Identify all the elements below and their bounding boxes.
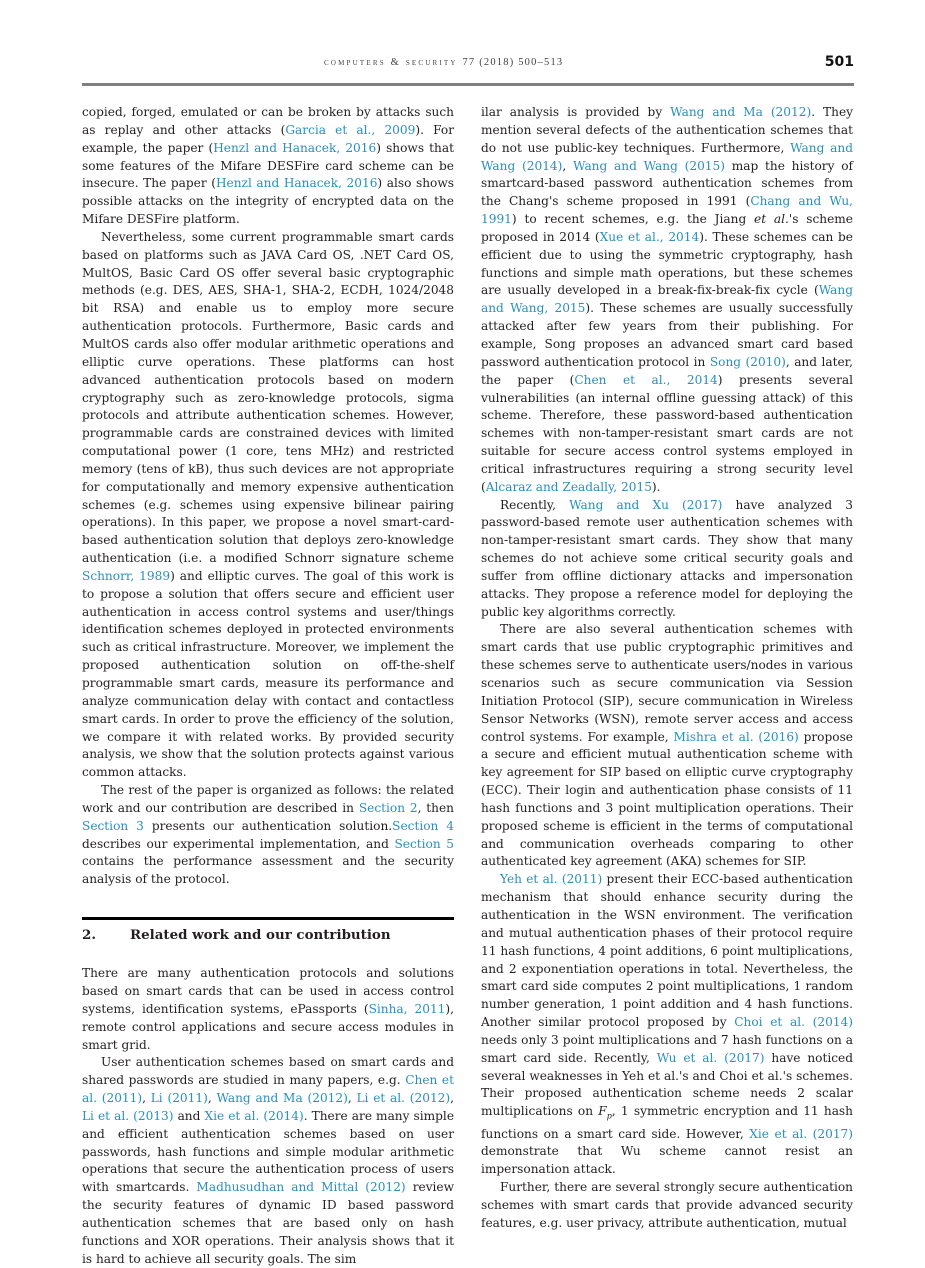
- right-column: [481, 104, 853, 1233]
- text: . They mention several defects of the authentication schemes that do not use public-key techniques. Furthermore,: [481, 105, 853, 155]
- text: propose a secure and efficient mutual authentication scheme with key agreement for SIP based on elliptic curve cryptography (ECC). Their login and authentication phase consists of 11 hash functions and 3 point multiplication operations. Their proposed scheme is efficient in the terms of computational and communication overheads comparing to other authenticated key agreement (AKA) schemes for SIP.: [481, 729, 853, 869]
- section-number: 2.: [82, 927, 96, 944]
- citation-link[interactable]: Chen et al., 2014: [574, 372, 718, 387]
- text: ). These schemes can be efficient due to using the symmetric cryptography, hash functions and simple math operations, but these schemes are usually developed in a break-fix-break-fix cycle (: [481, 229, 853, 298]
- citation-link[interactable]: Wang and Wang (2014): [481, 140, 853, 173]
- text: There are also several authentication schemes with smart cards that use public cryptographic primitives and these schemes serve to authenticate users/nodes in various scenarios such as secure communication via Session Initiation Protocol (SIP), secure communication in Wireless Sensor Networks (WSN), remote server access and access control systems. For example,: [481, 622, 853, 744]
- section-link[interactable]: Section 2: [358, 800, 418, 815]
- journal-title: computers & security: [324, 57, 458, 68]
- text: copied, forged, emulated or can be broken by attacks such as replay and other attacks (: [82, 105, 454, 137]
- math-base: F: [598, 1104, 607, 1119]
- text: ).: [651, 479, 661, 494]
- citation-link[interactable]: Yeh et al. (2011): [500, 872, 603, 887]
- text: , 1 symmetric encryption and 11 hash functions on a smart card side. However,: [481, 1104, 853, 1141]
- paragraph: [82, 782, 454, 889]
- text: ,: [562, 158, 574, 173]
- text: needs only 3 point multiplications and 7 hash functions on a smart card side. Recently,: [481, 1032, 853, 1065]
- text: . There are many simple and efficient authentication schemes based on user passwords, hash functions and simple modular arithmetic operations that secure the authentication process of users with smartcards.: [82, 1108, 455, 1195]
- citation-link[interactable]: Wang and Wang (2015): [573, 158, 725, 173]
- text: ). These schemes are usually successfully attacked after few years from their publishing. For example, Song proposes an advanced smart card based password authentication protocol in: [481, 301, 854, 369]
- paragraph: [481, 621, 853, 871]
- text: 's scheme proposed in 2014 (: [481, 212, 853, 244]
- text: contains the performance assessment and the security analysis of the protocol.: [82, 854, 454, 887]
- paragraph: [82, 965, 454, 1054]
- citation-link[interactable]: Henzl and Hanacek, 2016: [213, 140, 377, 155]
- citation-link[interactable]: Li et al. (2013): [82, 1108, 174, 1123]
- citation-link[interactable]: Xue et al., 2014: [599, 229, 700, 244]
- paragraph: [82, 1054, 454, 1268]
- paragraph: [481, 1179, 853, 1233]
- journal-name: [324, 57, 563, 68]
- left-column: [82, 104, 454, 1268]
- math-field-symbol: [598, 1104, 612, 1121]
- math-subscript: p: [606, 1111, 612, 1121]
- running-header: [82, 54, 854, 74]
- text: ). For example, the paper (: [82, 122, 455, 155]
- text: have analyzed 3 password-based remote user authentication schemes with non-tamper-resistant smart cards. They show that many schemes do not achieve some critical security goals and suffer from offline dictionary attacks and impersonation attacks. They propose a reference model for deploying the public key algorithms correctly.: [481, 497, 853, 619]
- text: and: [173, 1108, 205, 1123]
- citation-link[interactable]: Choi et al. (2014): [734, 1015, 853, 1030]
- section-title: Related work and our contribution: [130, 927, 391, 944]
- citation-link[interactable]: Wu et al. (2017): [656, 1050, 765, 1065]
- text: presents our authentication solution.: [143, 818, 393, 833]
- page-number: 501: [824, 54, 854, 70]
- citation-link[interactable]: Wang and Xu (2017): [569, 497, 723, 512]
- citation-link[interactable]: Garcia et al., 2009: [285, 122, 416, 137]
- citation-link[interactable]: Madhusudhan and Mittal (2012): [196, 1180, 406, 1195]
- text: map the history of smartcard-based password authentication schemes from the Chang's scheme proposed in 1991 (: [481, 158, 854, 209]
- text: ) also shows possible attacks on the integrity of encrypted data on the Mifare DESFire platform.: [82, 176, 454, 227]
- section-link[interactable]: Section 4: [392, 818, 455, 833]
- header-rule: [82, 83, 854, 86]
- section-link[interactable]: Section 3: [82, 818, 144, 833]
- text: ,: [142, 1091, 151, 1106]
- paragraph: [481, 104, 853, 497]
- text: ,: [450, 1091, 455, 1106]
- text: The rest of the paper is organized as follows: the related work and our contribution are described in: [82, 783, 454, 815]
- text: , and later, the paper (: [481, 354, 853, 387]
- text: Further, there are several strongly secure authentication schemes with smart cards that provide advanced security features, e.g. user privacy, attribute authentication, mutual: [481, 1180, 853, 1230]
- paragraph: [481, 497, 853, 622]
- text: Nevertheless, some current programmable smart cards based on platforms such as JAVA Card OS, .NET Card OS, MultOS, Basic Card OS offer several basic cryptographic methods (e.g. DES, AES, SHA-1, SHA-2, ECDH, 1024/2048 bit RSA) and enable us to employ more secure authentication protocols. Furthermore, Basic cards and MultOS cards also offer modular arithmetic operations and elliptic curve operations. These platforms can host advanced authentication protocols based on modern cryptography such as zero-knowledge protocols, sigma protocols and attribute authentication schemes. However, programmable cards are constrained devices with limited computational power (1 core, tens MHz) and restricted memory (tens of kB), thus such devices are not appropriate for computationally and memory expensive authentication schemes (e.g. schemes using expensive bilinear pairing operations). In this paper, we propose a novel smart-card-based authentication solution that deploys zero-knowledge authentication (i.e. a modified Schnorr signature scheme: [82, 229, 454, 566]
- text: ) shows that some features of the Mifare DESFire card scheme can be insecure. The paper (: [82, 140, 454, 191]
- citation-link[interactable]: Song (2010): [709, 354, 786, 369]
- section-rule: [82, 917, 454, 920]
- citation-link[interactable]: Schnorr, 1989: [82, 568, 171, 583]
- citation-link[interactable]: Sinha, 2011: [368, 1001, 446, 1016]
- text: Recently,: [500, 497, 570, 512]
- text: demonstrate that Wu scheme cannot resist an impersonation attack.: [481, 1144, 853, 1177]
- citation-link[interactable]: Mishra et al. (2016): [673, 729, 799, 744]
- text: ilar analysis is provided by: [481, 105, 671, 119]
- text: have noticed several weaknesses in Yeh et al.'s and Choi et al.'s schemes. Their proposed authentication scheme needs 2 scalar multiplications on: [481, 1050, 854, 1119]
- text: ,: [347, 1091, 357, 1106]
- volume-info: 77 (2018) 500–513: [462, 57, 564, 68]
- text: review the security features of dynamic ID based password authentication schemes that are based only on hash functions and XOR operations. Their analysis shows that it is hard to achieve all security goals. The sim: [82, 1180, 455, 1266]
- text: ,: [207, 1091, 217, 1106]
- citation-link[interactable]: Li (2011): [150, 1091, 208, 1106]
- text: There are many authentication protocols and solutions based on smart cards that can be used in access control systems, identification systems, ePassports (: [82, 966, 454, 1016]
- paragraph: [82, 229, 454, 782]
- text: ) presents several vulnerabilities (an internal offline guessing attack) of this scheme. Therefore, these password-based authentication schemes with non-tamper-resistant smart cards are not suitable for secure access control systems employed in critical infrastructures requiring a strong security level (: [481, 372, 854, 494]
- citation-link[interactable]: Xie et al. (2014): [204, 1108, 304, 1123]
- citation-link[interactable]: Wang and Ma (2012): [216, 1091, 348, 1106]
- paragraph: [481, 871, 853, 1179]
- text: ) and elliptic curves. The goal of this work is to propose a solution that offers secure and efficient user authentication in access control systems and user/things identification schemes deployed in protected environments such as critical infrastructure. Moreover, we implement the proposed authentication solution on off-the-shelf programmable smart cards, measure its performance and analyze communication delay with contact and contactless smart cards. In order to prove the efficiency of the solution, we compare it with related works. By provided security analysis, we show that the solution protects against various common attacks.: [82, 568, 455, 780]
- citation-link[interactable]: Wang and Wang, 2015: [481, 283, 853, 316]
- citation-link[interactable]: Xie et al. (2017): [749, 1126, 854, 1141]
- paragraph: [82, 104, 454, 229]
- citation-link[interactable]: Alcaraz and Zeadally, 2015: [485, 479, 652, 494]
- text: User authentication schemes based on smart cards and shared passwords are studied in many papers, e.g.: [82, 1055, 454, 1088]
- text: present their ECC-based authentication mechanism that should enhance security during the authentication in the WSN environment. The verification and mutual authentication phases of their protocol require 11 hash functions, 4 point additions, 6 point multiplications, and 2 exponentiation operations in total. Nevertheless, the smart card side computes 2 point multiplications, 1 random number generation, 1 point addition and 4 hash functions. Another similar protocol proposed by: [481, 872, 853, 1030]
- text: ) to recent schemes, e.g. the Jiang: [511, 212, 755, 227]
- citation-link[interactable]: Chang and Wu, 1991: [481, 194, 853, 227]
- text: describes our experimental implementation, and: [82, 836, 395, 851]
- text: , then: [417, 800, 454, 815]
- citation-link[interactable]: Henzl and Hanacek, 2016: [215, 176, 378, 191]
- section-link[interactable]: Section 5: [394, 836, 454, 851]
- citation-link[interactable]: Li et al. (2012): [356, 1091, 451, 1106]
- citation-link[interactable]: Wang and Ma (2012): [670, 105, 812, 119]
- italic-text: et al.: [754, 212, 789, 227]
- citation-link[interactable]: Chen et al. (2011): [82, 1073, 454, 1106]
- section-heading: [82, 926, 454, 944]
- text: ), remote control applications and secure access modules in smart grid.: [82, 1001, 454, 1052]
